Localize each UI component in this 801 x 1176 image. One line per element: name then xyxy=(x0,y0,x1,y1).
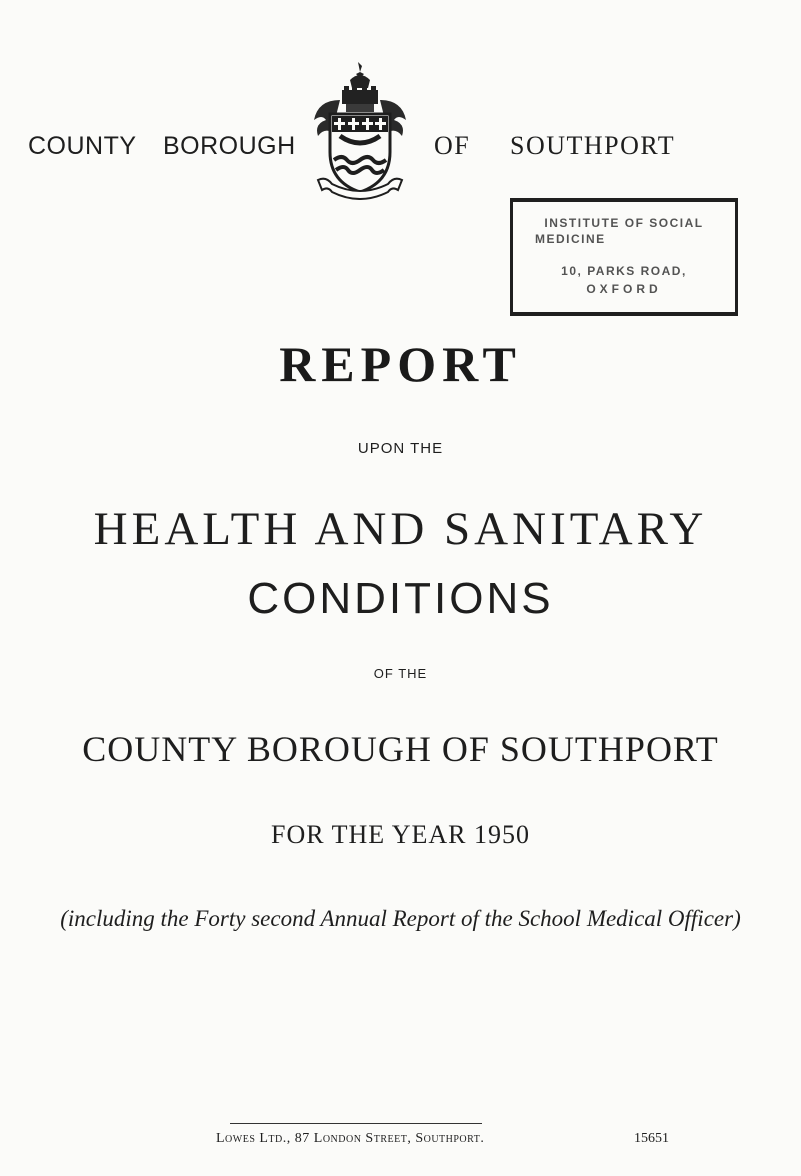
imprint-rule xyxy=(230,1123,482,1124)
header-borough: BOROUGH xyxy=(163,132,296,160)
header-county: COUNTY xyxy=(28,132,137,160)
stamp-line-4: OXFORD xyxy=(586,282,662,296)
header-of: OF xyxy=(434,131,471,160)
including-note: (including the Forty second Annual Report of the School Medical Officer) xyxy=(60,906,741,931)
of-the-text: OF THE xyxy=(373,666,428,681)
upon-the-text: UPON THE xyxy=(357,440,444,457)
year-line: FOR THE YEAR 1950 xyxy=(271,820,530,849)
conditions-heading: CONDITIONS xyxy=(247,574,554,623)
stamp-line-1: INSTITUTE OF SOCIAL xyxy=(544,216,704,230)
health-sanitary-heading: HEALTH AND SANITARY xyxy=(93,503,708,555)
county-borough-heading: COUNTY BOROUGH OF SOUTHPORT xyxy=(82,729,719,769)
job-number: 15651 xyxy=(634,1131,669,1146)
header-southport: SOUTHPORT xyxy=(510,131,676,160)
stamp-line-3: 10, PARKS ROAD, xyxy=(561,264,687,278)
report-heading: REPORT xyxy=(279,336,522,392)
coat-of-arms-icon xyxy=(300,60,420,200)
stamp-line-2: MEDICINE xyxy=(535,232,606,246)
library-stamp xyxy=(510,198,738,316)
printer-imprint: Lowes Ltd., 87 London Street, Southport. xyxy=(216,1131,485,1146)
